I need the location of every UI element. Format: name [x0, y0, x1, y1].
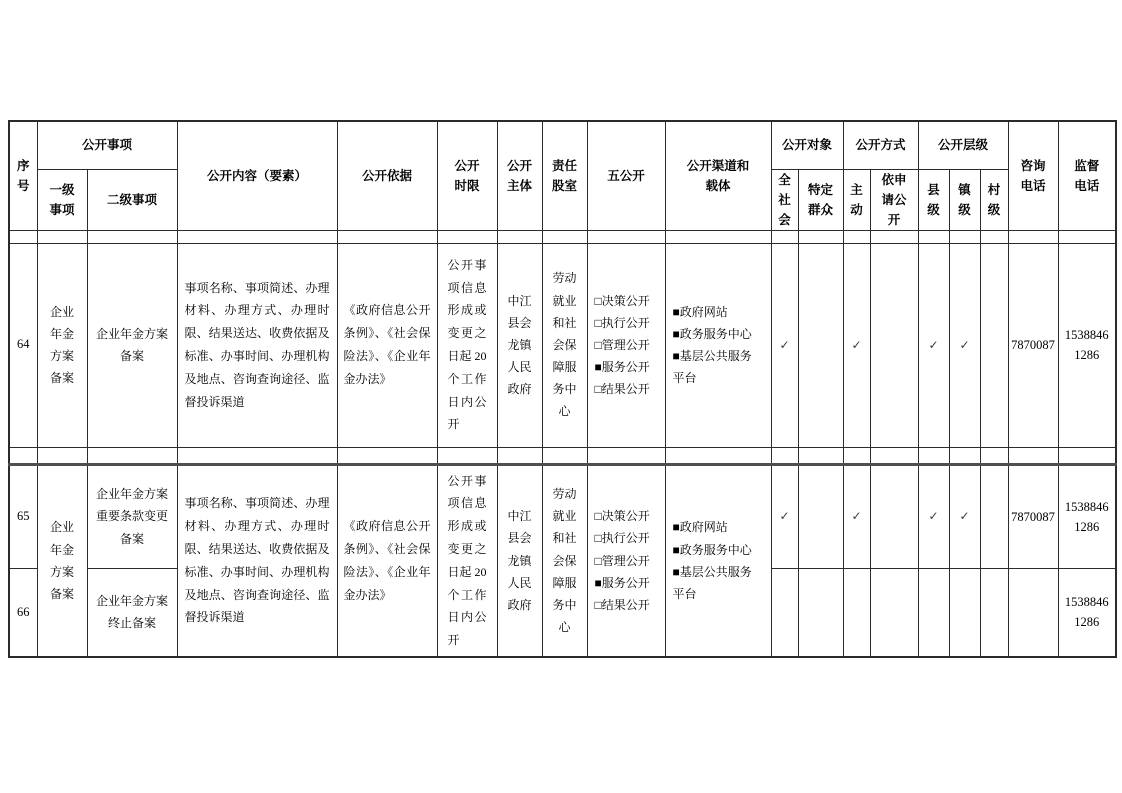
row64-dept: 劳动就业和社会保障服务中心	[542, 243, 587, 447]
header-method-active: 主动	[843, 169, 870, 230]
row66-supervise-phone: 15388461286	[1058, 568, 1116, 657]
row64-time-limit: 公开事项信息形成或变更之日起 20 个工作日内公开	[437, 243, 497, 447]
header-target-all: 全社会	[771, 169, 798, 230]
row64-basis: 《政府信息公开条例》、《社会保险法》、《企业年金办法》	[337, 243, 437, 447]
row64-consult-phone: 7870087	[1008, 243, 1058, 447]
header-time-limit: 公开时限	[437, 121, 497, 230]
header-consult-phone: 咨询电话	[1008, 121, 1058, 230]
row66-check-target-specific	[798, 568, 843, 657]
row64-check-method-request	[870, 243, 918, 447]
header-level-town: 镇级	[949, 169, 980, 230]
row65-check-target-all: ✓	[771, 464, 798, 568]
row65-check-level-town: ✓	[949, 464, 980, 568]
row64-content: 事项名称、事项简述、办理材料、办理方式、办理时限、结果送达、收费依据及标准、办事时间、办理机构及地点、咨询查询途径、监督投诉渠道	[177, 243, 337, 447]
row66-check-level-village	[980, 568, 1008, 657]
row64-check-target-all: ✓	[771, 243, 798, 447]
header-basis: 公开依据	[337, 121, 437, 230]
row65-serial: 65	[9, 464, 37, 568]
row64-check-target-specific	[798, 243, 843, 447]
row64-check-level-town: ✓	[949, 243, 980, 447]
row66-check-method-active	[843, 568, 870, 657]
row66-check-level-county	[918, 568, 949, 657]
header-target-group: 公开对象	[771, 121, 843, 169]
row65-66-time-limit: 公开事项信息形成或变更之日起 20 个工作日内公开	[437, 464, 497, 657]
row64-five-open: □决策公开 □执行公开 □管理公开 ■服务公开 □结果公开	[587, 243, 665, 447]
header-content: 公开内容（要素）	[177, 121, 337, 230]
row66-check-target-all	[771, 568, 798, 657]
header-level-village: 村级	[980, 169, 1008, 230]
table-row	[9, 243, 1116, 447]
row64-channels: ■政府网站 ■政务服务中心 ■基层公共服务平台	[665, 243, 771, 447]
row65-consult-phone: 7870087	[1008, 464, 1058, 568]
row65-check-target-specific	[798, 464, 843, 568]
row64-level1-item: 企业年金方案备案	[37, 243, 87, 447]
row65-66-subject: 中江县会龙镇人民政府	[497, 464, 542, 657]
row65-66-five-open: □决策公开 □执行公开 □管理公开 ■服务公开 □结果公开	[587, 464, 665, 657]
header-row-groups	[9, 121, 1116, 169]
spacer-row	[9, 230, 1116, 243]
row65-check-level-village	[980, 464, 1008, 568]
row66-check-method-request	[870, 568, 918, 657]
header-target-specific: 特定群众	[798, 169, 843, 230]
header-level-group: 公开层级	[918, 121, 1008, 169]
row65-66-dept: 劳动就业和社会保障服务中心	[542, 464, 587, 657]
row64-subject: 中江县会龙镇人民政府	[497, 243, 542, 447]
row64-check-level-village	[980, 243, 1008, 447]
header-public-item-group: 公开事项	[37, 121, 177, 169]
disclosure-items-table	[8, 120, 1117, 658]
header-dept: 责任股室	[542, 121, 587, 230]
header-five-open: 五公开	[587, 121, 665, 230]
row64-supervise-phone: 15388461286	[1058, 243, 1116, 447]
header-level-county: 县级	[918, 169, 949, 230]
row65-66-basis: 《政府信息公开条例》、《社会保险法》、《企业年金办法》	[337, 464, 437, 657]
row65-check-method-request	[870, 464, 918, 568]
row65-level2-item: 企业年金方案重要条款变更备案	[87, 464, 177, 568]
row66-serial: 66	[9, 568, 37, 657]
spacer-row	[9, 447, 1116, 464]
table-row	[9, 464, 1116, 568]
header-serial: 序号	[9, 121, 37, 230]
header-level2-item: 二级事项	[87, 169, 177, 230]
table-container	[8, 120, 1117, 658]
row66-check-level-town	[949, 568, 980, 657]
row65-supervise-phone: 15388461286	[1058, 464, 1116, 568]
row64-check-method-active: ✓	[843, 243, 870, 447]
row65-66-channels: ■政府网站 ■政务服务中心 ■基层公共服务平台	[665, 464, 771, 657]
row65-check-level-county: ✓	[918, 464, 949, 568]
header-subject: 公开主体	[497, 121, 542, 230]
row66-consult-phone	[1008, 568, 1058, 657]
row65-66-content: 事项名称、事项简述、办理材料、办理方式、办理时限、结果送达、收费依据及标准、办事时间、办理机构及地点、咨询查询途径、监督投诉渠道	[177, 464, 337, 657]
row64-level2-item: 企业年金方案备案	[87, 243, 177, 447]
row64-serial: 64	[9, 243, 37, 447]
header-level1-item: 一级事项	[37, 169, 87, 230]
row65-66-level1-item: 企业年金方案备案	[37, 464, 87, 657]
header-channel: 公开渠道和载体	[665, 121, 771, 230]
header-method-group: 公开方式	[843, 121, 918, 169]
row65-check-method-active: ✓	[843, 464, 870, 568]
row66-level2-item: 企业年金方案终止备案	[87, 568, 177, 657]
header-method-request: 依申请公开	[870, 169, 918, 230]
header-supervise-phone: 监督电话	[1058, 121, 1116, 230]
row64-check-level-county: ✓	[918, 243, 949, 447]
